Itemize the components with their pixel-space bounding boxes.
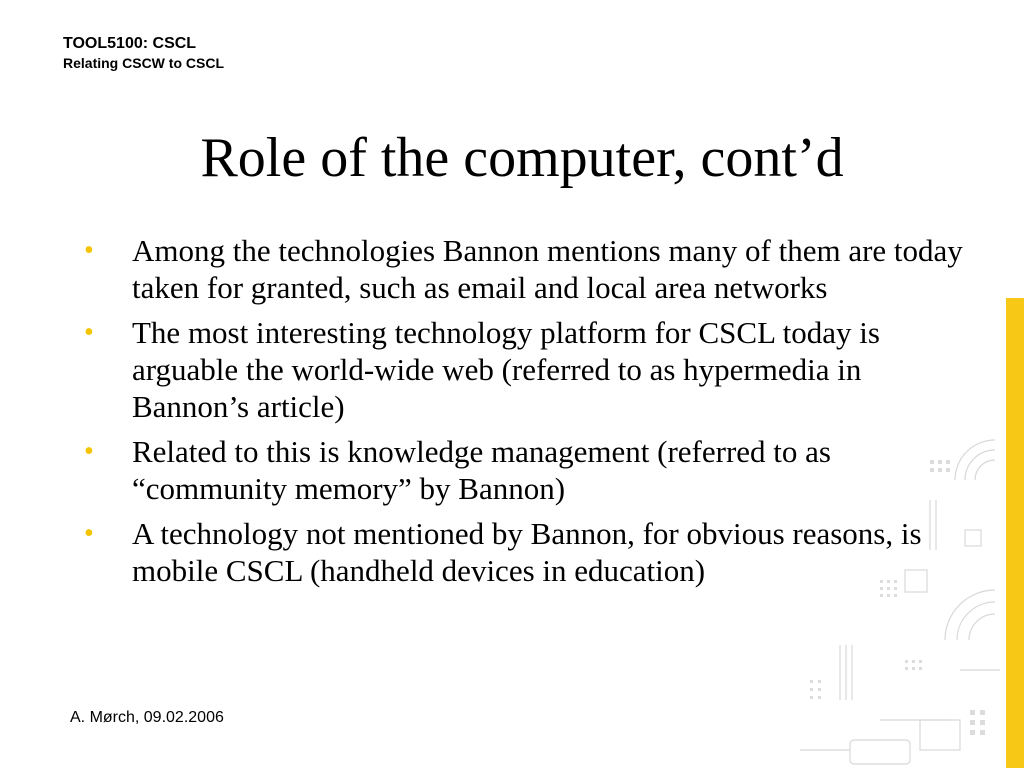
- slide-header: [63, 34, 224, 72]
- bullet-icon: •: [84, 235, 94, 266]
- circuit-pattern-decoration: [780, 420, 1006, 768]
- bullet-item: [78, 314, 968, 425]
- bullet-item: [78, 232, 968, 306]
- slide-footer: A. Mørch, 09.02.2006: [70, 709, 224, 726]
- bullet-icon: •: [84, 317, 94, 348]
- bullet-text: Related to this is knowledge management (referred to as “community memory” by Bannon): [132, 434, 831, 506]
- course-code: TOOL5100: CSCL: [63, 35, 197, 52]
- bullet-text: The most interesting technology platform for CSCL today is arguable the world-wide web (referred to as hypermedia in Bannon’s article): [132, 315, 880, 424]
- bullet-icon: •: [84, 436, 94, 467]
- bullet-text: A technology not mentioned by Bannon, for obvious reasons, is mobile CSCL (handheld devices in education): [132, 516, 922, 588]
- course-subtitle: Relating CSCW to CSCL: [63, 55, 224, 72]
- bullet-icon: •: [84, 518, 94, 549]
- slide-title: Role of the computer, cont’d: [200, 127, 844, 189]
- accent-bar: [1006, 298, 1024, 768]
- bullet-text: Among the technologies Bannon mentions many of them are today taken for granted, such as email and local area networks: [132, 233, 963, 305]
